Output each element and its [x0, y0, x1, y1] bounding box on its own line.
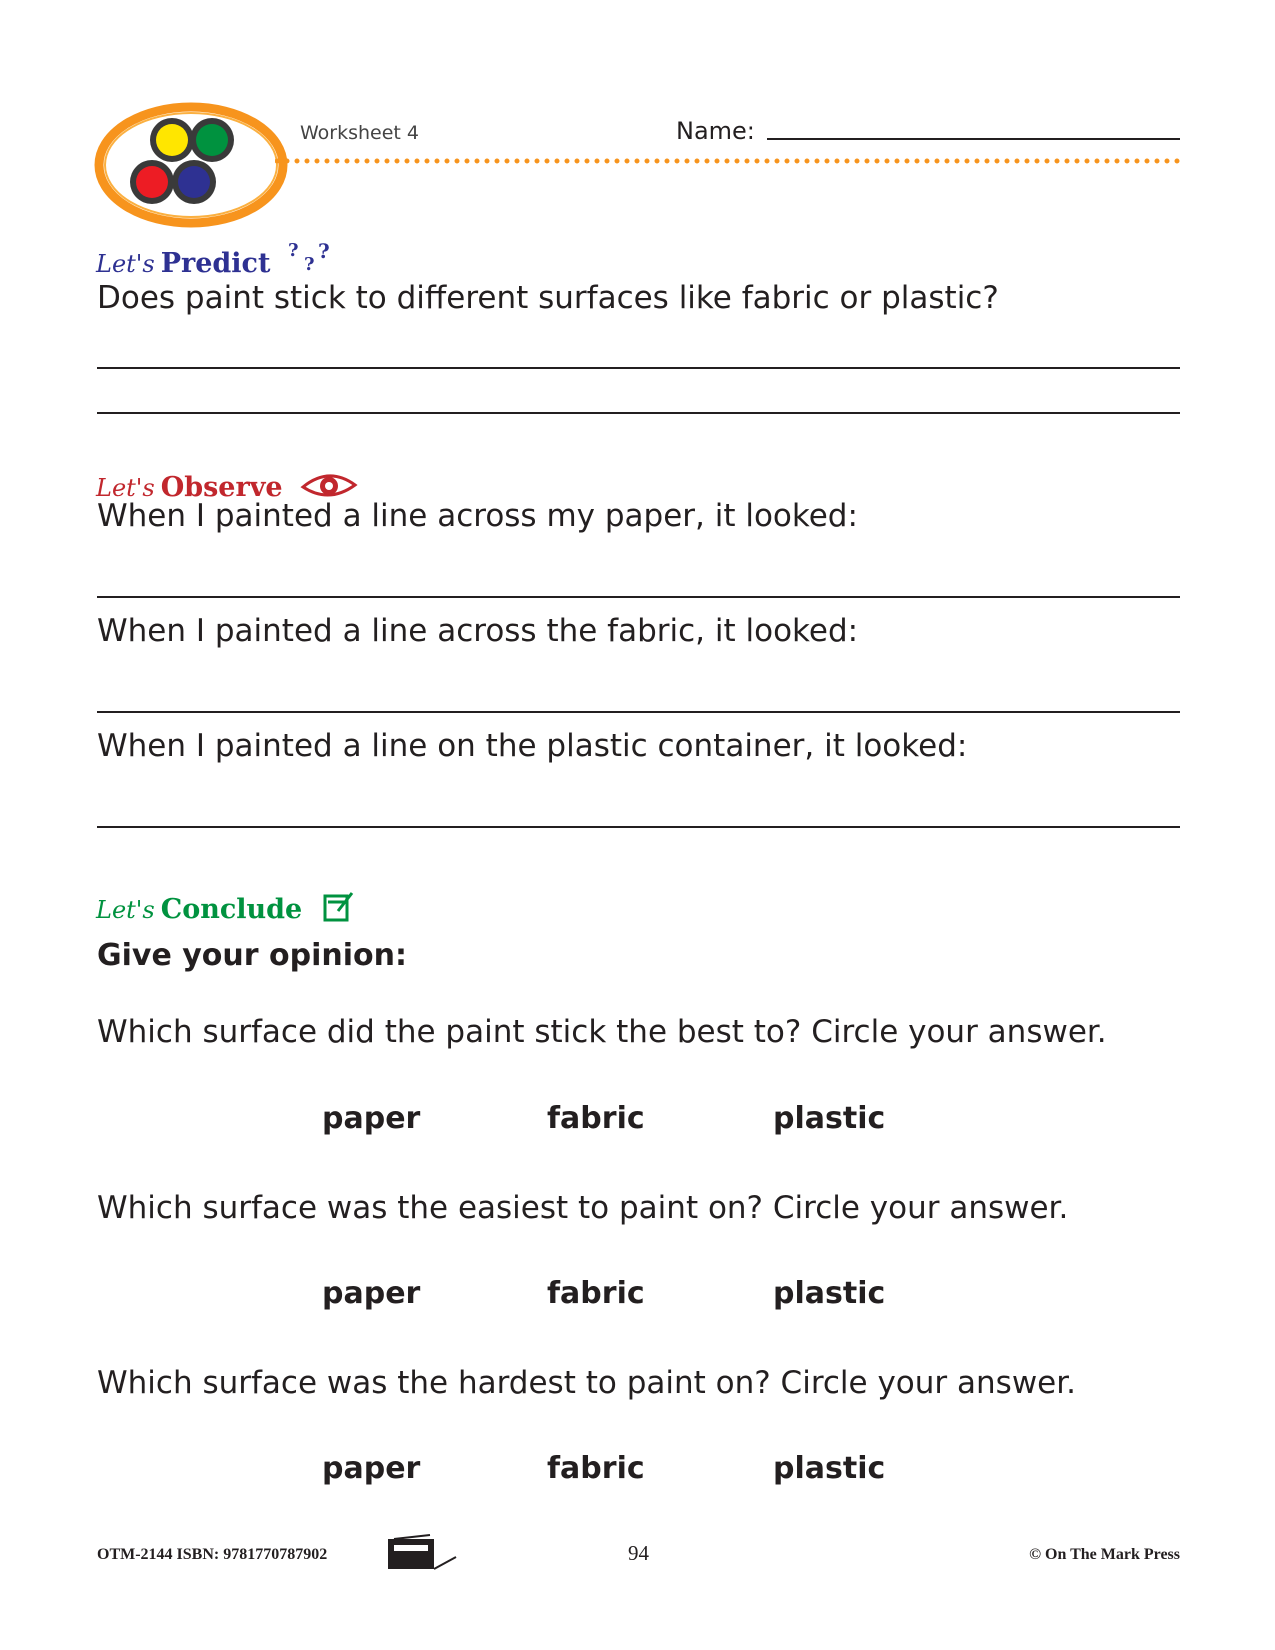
page-number: 94 — [628, 1541, 649, 1565]
predict-heading — [96, 240, 336, 279]
choice-fabric[interactable]: fabric — [547, 1451, 645, 1486]
predict-answer-line-1[interactable] — [97, 367, 1180, 369]
predict-lets: Let's — [96, 250, 155, 278]
choice-paper[interactable]: paper — [322, 1276, 421, 1311]
conclude-question-1: Which surface did the paint stick the best to? Circle your answer. — [97, 1014, 1107, 1050]
conclude-lets: Let's — [96, 896, 155, 924]
paint-pots-logo-icon — [94, 100, 289, 230]
choice-fabric[interactable]: fabric — [547, 1101, 645, 1136]
observe-prompt-plastic: When I painted a line on the plastic container, it looked: — [97, 728, 968, 764]
observe-answer-line-paper[interactable] — [97, 596, 1180, 598]
conclude-question-3: Which surface was the hardest to paint on? Circle your answer. — [97, 1365, 1076, 1401]
book-icon — [386, 1533, 460, 1573]
choice-paper[interactable]: paper — [322, 1101, 421, 1136]
name-answer-line[interactable] — [767, 138, 1180, 140]
conclude-title: Conclude — [160, 894, 303, 925]
choice-plastic[interactable]: plastic — [773, 1451, 886, 1486]
conclude-question-2: Which surface was the easiest to paint on? Circle your answer. — [97, 1190, 1069, 1226]
choice-paper[interactable]: paper — [322, 1451, 421, 1486]
predict-question: Does paint stick to different surfaces like fabric or plastic? — [97, 280, 999, 316]
observe-prompt-paper: When I painted a line across my paper, it looked: — [97, 498, 858, 534]
footer-copyright: © On The Mark Press — [1029, 1546, 1180, 1563]
observe-answer-line-plastic[interactable] — [97, 826, 1180, 828]
predict-title: Predict — [160, 248, 271, 279]
footer-code-isbn: OTM-2144 ISBN: 9781770787902 — [97, 1546, 328, 1563]
worksheet-label: Worksheet 4 — [300, 122, 420, 144]
dotted-divider — [275, 157, 1180, 165]
observe-answer-line-fabric[interactable] — [97, 711, 1180, 713]
svg-text:?: ? — [317, 240, 330, 263]
conclude-heading — [96, 889, 356, 925]
choice-plastic[interactable]: plastic — [773, 1276, 886, 1311]
question-marks-icon — [286, 240, 336, 276]
observe-lets: Let's — [96, 474, 155, 502]
observe-title: Observe — [160, 472, 283, 503]
conclude-subheading: Give your opinion: — [97, 938, 407, 973]
name-label: Name: — [676, 117, 755, 145]
observe-prompt-fabric: When I painted a line across the fabric, it looked: — [97, 613, 859, 649]
svg-text:?: ? — [287, 240, 299, 261]
notepad-icon — [320, 889, 356, 923]
choice-plastic[interactable]: plastic — [773, 1101, 886, 1136]
svg-text:?: ? — [303, 254, 315, 275]
choice-fabric[interactable]: fabric — [547, 1276, 645, 1311]
predict-answer-line-2[interactable] — [97, 412, 1180, 414]
